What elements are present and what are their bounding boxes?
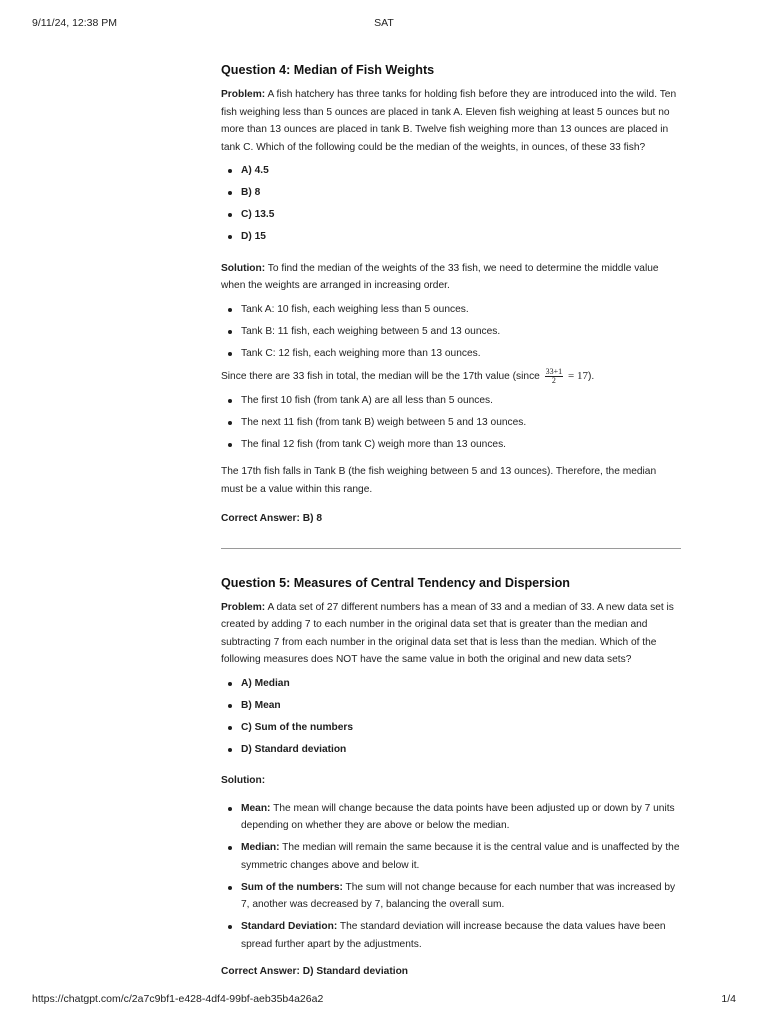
list-item: Tank B: 11 fish, each weighing between 5 and 13 ounces. <box>221 323 681 341</box>
list-item: Tank A: 10 fish, each weighing less than 5 ounces. <box>221 301 681 319</box>
measure-text: The sum will not change because for each number that was increased by 7, another was decreased by 7, balancing the overall sum. <box>241 881 676 911</box>
list-item: The first 10 fish (from tank A) are all less than 5 ounces. <box>221 392 681 410</box>
question-4-solution <box>221 260 681 295</box>
answer-label: Correct Answer: <box>221 513 300 525</box>
option-item: D) 15 <box>221 228 681 246</box>
measure-label: Standard Deviation: <box>241 921 338 933</box>
since-text-end: ). <box>588 371 595 383</box>
question-4-title: Question 4: Median of Fish Weights <box>221 63 435 77</box>
option-item: A) Median <box>221 675 681 693</box>
list-item: The next 11 fish (from tank B) weigh between 5 and 13 ounces. <box>221 414 681 432</box>
question-5-options <box>221 675 681 759</box>
question-4 <box>221 60 681 528</box>
option-item: D) Standard deviation <box>221 741 681 759</box>
measure-text: The standard deviation will increase because the data values have been spread further apart by the adjustments. <box>241 921 666 950</box>
option-item: A) 4.5 <box>221 162 681 180</box>
question-4-problem <box>221 86 681 156</box>
problem-label: Problem: <box>221 601 266 613</box>
list-item: The final 12 fish (from tank C) weigh more than 13 ounces. <box>221 436 681 454</box>
document-content <box>221 60 681 987</box>
option-item: B) 8 <box>221 184 681 202</box>
question-4-answer <box>221 510 681 528</box>
question-5-title: Question 5: Measures of Central Tendency and Dispersion <box>221 575 570 590</box>
list-item <box>221 839 681 874</box>
print-footer <box>32 993 736 1007</box>
section-divider <box>221 548 681 549</box>
option-item: C) 13.5 <box>221 206 681 224</box>
print-url: https://chatgpt.com/c/2a7c9bf1-e428-4df4-99bf-aeb35b4a26a2 <box>32 993 324 1005</box>
solution-label: Solution: <box>221 775 266 787</box>
measure-text: The median will remain the same because it is the central value and is unaffected by the symmetric changes above and below it. <box>241 842 680 871</box>
question-5 <box>221 573 681 981</box>
solution-label: Solution: <box>221 262 266 274</box>
print-datetime: 9/11/24, 12:38 PM <box>32 17 118 29</box>
since-text: Since there are 33 fish in total, the median will be the 17th value (since <box>221 371 540 383</box>
answer-value: D) Standard deviation <box>302 966 409 978</box>
conclusion-text: The 17th fish falls in Tank B (the fish weighing between 5 and 13 ounces). Therefore, the median must be a value within this range. <box>221 466 657 495</box>
print-header <box>32 17 736 31</box>
question-5-problem <box>221 599 681 669</box>
answer-value: B) 8 <box>302 513 322 525</box>
measure-label: Sum of the numbers: <box>241 881 343 893</box>
list-item <box>221 918 681 953</box>
order-list <box>221 392 681 454</box>
fraction-numerator: 33+1 <box>545 367 563 376</box>
list-item <box>221 800 681 835</box>
question-5-answer <box>221 963 681 981</box>
list-item <box>221 879 681 914</box>
fraction-result: = 17 <box>568 370 588 383</box>
fraction-denominator: 2 <box>551 376 556 385</box>
problem-label: Problem: <box>221 89 266 100</box>
measure-text: The mean will change because the data points have been adjusted up or down by 7 units depending on whether they are above or below the median. <box>241 802 675 832</box>
problem-text: A fish hatchery has three tanks for holding fish before they are introduced into the wild. Ten fish weighing less than 5 ounces are placed in tank A. Eleven fish weighing at least 5 ounces but no more than 13 ounces are placed in tank B. Twelve fish weighing more than 13 ounces are placed in tank C. Which of the following could be the median of the weights, in ounces, of these 33 fish? <box>221 89 677 153</box>
measure-list <box>221 800 681 954</box>
page-number: 1/4 <box>721 993 736 1005</box>
option-item: B) Mean <box>221 697 681 715</box>
print-title: SAT <box>374 17 394 29</box>
list-item: Tank C: 12 fish, each weighing more than 13 ounces. <box>221 345 681 363</box>
measure-label: Median: <box>241 842 280 854</box>
tank-list <box>221 301 681 363</box>
median-position-text <box>221 368 681 386</box>
problem-text: A data set of 27 different numbers has a mean of 33 and a median of 33. A new data set is created by adding 7 to each number in the original data set that is greater than the median and subtracting 7 from each number in the original data set that is less than the median. Which of the following measures does NOT have the same value in both the original and new data sets? <box>221 601 674 666</box>
question-4-options <box>221 162 681 246</box>
fraction <box>545 368 564 385</box>
measure-label: Mean: <box>241 802 271 814</box>
answer-label: Correct Answer: <box>221 966 300 978</box>
solution-text: To find the median of the weights of the 33 fish, we need to determine the middle value when the weights are arranged in increasing order. <box>221 262 659 291</box>
option-item: C) Sum of the numbers <box>221 719 681 737</box>
